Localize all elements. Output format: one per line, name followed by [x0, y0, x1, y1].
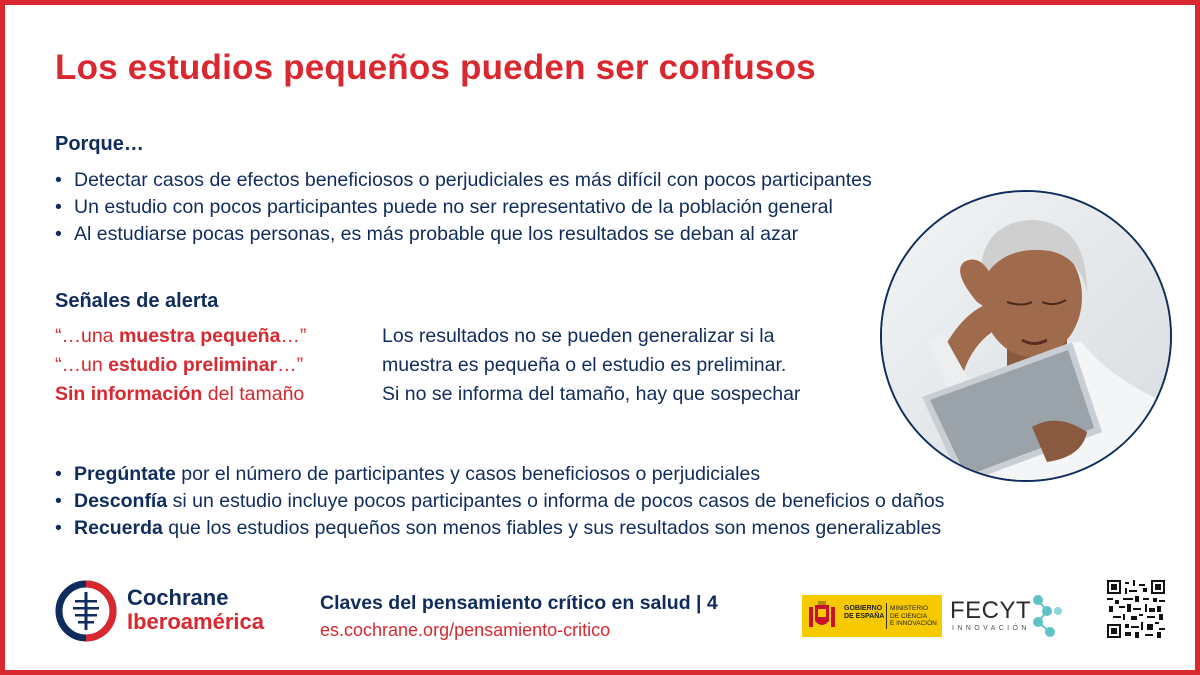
fecyt-dots-icon: [1030, 594, 1064, 642]
logo-line-2: Iberoamérica: [127, 609, 264, 634]
gob-separator: [886, 603, 887, 629]
logo-line-1: Cochrane: [127, 585, 229, 610]
alert-explanations: [382, 322, 800, 409]
alert-signal: “…una muestra pequeña…”: [55, 325, 307, 347]
woman-with-tablet-photo: [880, 190, 1172, 482]
alert-signal: Sin información del tamaño: [55, 383, 305, 405]
list-item: • Un estudio con pocos participantes puede no ser representativo de la población general: [55, 194, 872, 221]
website-link[interactable]: es.cochrane.org/pensamiento-critico: [320, 620, 611, 640]
cochrane-logo-icon: [55, 580, 117, 642]
section-heading-porque: Porque…: [55, 133, 144, 155]
gob-text: GOBIERNO DE ESPAÑA: [844, 605, 885, 620]
advice-list: [55, 461, 944, 542]
alert-signal: “…un estudio preliminar…”: [55, 354, 304, 376]
list-item: • Detectar casos de efectos beneficiosos o perjudiciales es más difícil con pocos participantes: [55, 167, 872, 194]
explanation-line: muestra es pequeña o el estudio es preliminar.: [382, 354, 787, 376]
fecyt-wordmark: FECYT: [950, 597, 1032, 624]
explanation-line: Si no se informa del tamaño, hay que sospechar: [382, 383, 801, 405]
gobierno-de-espana-logo: [802, 595, 942, 637]
ministry-text: MINISTERIO DE CIENCIA E INNOVACIÓN: [890, 605, 937, 627]
list-item: • Pregúntate por el número de participantes y casos beneficiosos o perjudiciales: [55, 461, 944, 488]
fecyt-subtitle: INNOVACIÓN: [952, 625, 1030, 632]
list-item: • Recuerda que los estudios pequeños son menos fiables y sus resultados son menos generalizables: [55, 515, 944, 542]
list-item: • Al estudiarse pocas personas, es más probable que los resultados se deban al azar: [55, 221, 872, 248]
alert-signals: [55, 322, 306, 409]
explanation-line: Los resultados no se pueden generalizar si la: [382, 325, 775, 347]
qr-code-icon[interactable]: [1107, 580, 1165, 638]
list-item: • Desconfía si un estudio incluye pocos participantes o informa de pocos casos de beneficios o daños: [55, 488, 944, 515]
series-title: Claves del pensamiento crítico en salud | 4: [320, 592, 718, 614]
spain-coat-of-arms-icon: [806, 599, 838, 633]
page-title: Los estudios pequeños pueden ser confusos: [55, 48, 816, 87]
section-heading-alert: Señales de alerta: [55, 290, 219, 312]
reasons-list: [55, 167, 872, 248]
